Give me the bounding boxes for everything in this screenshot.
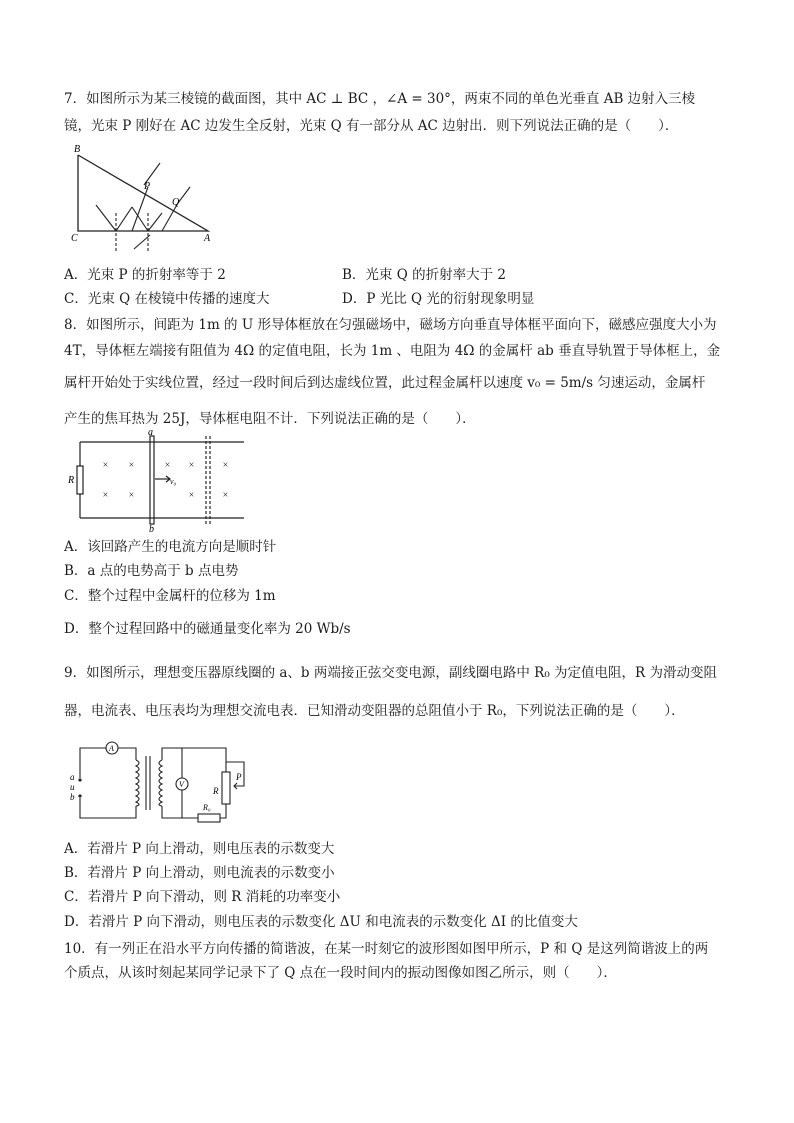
q8-cross: × [222,460,229,471]
q9-label-b: b [70,792,75,802]
q8-cross: × [188,460,195,471]
q8-cross: × [128,460,135,471]
q10-stem-line2: 个质点，从该时刻起某同学记录下了 Q 点在一段时间内的振动图像如图乙所示，则（ ）． [64,965,617,981]
q7-option-d[interactable]: D．P 光比 Q 光的衍射现象明显 [342,291,535,307]
q8-stem-line4: 产生的焦耳热为 25J，导体框电阻不计．下列说法正确的是（ ）． [64,411,476,427]
q8-label-b: b [149,524,154,535]
q9-label-u: u [70,782,75,792]
q8-cross: × [188,490,195,501]
q9-option-c[interactable]: C．若滑片 P 向下滑动，则 R 消耗的功率变小 [64,889,341,905]
q9-label-R: R [213,786,219,796]
q8-option-d[interactable]: D．整个过程回路中的磁通量变化率为 20 Wb/s [64,621,351,637]
q9-stem-line2: 器，电流表、电压表均为理想交流电表．已知滑动变阻器的总阻值小于 R₀，下列说法正确的是（ ）． [64,703,685,719]
q8-option-c[interactable]: C．整个过程中金属杆的位移为 1m [64,588,276,604]
q7-label-P: P [144,181,151,192]
q10-stem-line1: 10．有一列正在沿水平方向传播的简谐波，在某一时刻它的波形图如图甲所示，P 和 Q 是这列简谐波上的两 [64,941,709,957]
q7-label-A: A [204,233,211,244]
q7-prism-figure [66,143,216,248]
q9-label-R0: R₀ [203,803,211,812]
q8-option-b[interactable]: B．a 点的电势高于 b 点电势 [64,563,239,579]
q8-stem-line1: 8．如图所示，间距为 1m 的 U 形导体框放在匀强磁场中，磁场方向垂直导体框平面向下，磁感应强度大小为 [64,317,717,333]
q8-label-a: a [148,427,153,438]
q8-cross: × [222,490,229,501]
q9-label-P: P [236,772,242,782]
q7-option-b[interactable]: B．光束 Q 的折射率大于 2 [342,267,506,283]
q9-ammeter-label: A [109,744,114,753]
q9-voltmeter-label: V [179,780,184,789]
q7-label-C: C [71,233,78,244]
q8-rail-figure [66,427,246,535]
q8-label-v0: v₀ [170,477,177,486]
q7-stem-line2: 镜，光束 P 刚好在 AC 边发生全反射，光束 Q 有一部分从 AC 边射出．则下列说法正确的是（ ）． [64,118,679,134]
q8-option-a[interactable]: A．该回路产生的电流方向是顺时针 [64,539,277,555]
q7-option-c[interactable]: C．光束 Q 在棱镜中传播的速度大 [64,291,270,307]
q9-option-d[interactable]: D．若滑片 P 向下滑动，则电压表的示数变化 ΔU 和电流表的示数变化 ΔI 的比值变大 [64,914,578,930]
q7-stem-line1: 7．如图所示为某三棱镜的截面图，其中 AC ⊥ BC ，∠A = 30°，两束不同的单色光垂直 AB 边射入三棱 [64,91,696,107]
q8-stem-line3: 属杆开始处于实线位置，经过一段时间后到达虚线位置，此过程金属杆以速度 v₀ = 5m/s 匀速运动，金属杆 [64,375,706,391]
q7-option-a[interactable]: A．光束 P 的折射率等于 2 [64,267,226,283]
q9-transformer-figure [66,738,256,830]
q9-option-b[interactable]: B．若滑片 P 向上滑动，则电流表的示数变小 [64,865,335,881]
q7-label-Q: Q [172,197,180,208]
q8-cross: × [128,490,135,501]
q9-stem-line1: 9．如图所示，理想变压器原线圈的 a、b 两端接正弦交变电源，副线圈电路中 R₀ 为定值电阻，R 为滑动变阻 [64,665,717,681]
q8-cross: × [164,460,171,471]
q7-label-B: B [74,144,81,155]
q8-label-R: R [68,475,75,486]
q8-cross: × [102,460,109,471]
q8-cross: × [102,490,109,501]
q8-stem-line2: 4T，导体框左端接有阻值为 4Ω 的定值电阻，长为 1m 、电阻为 4Ω 的金属杆 ab 垂直导轨置于导体框上，金 [64,343,721,359]
q9-option-a[interactable]: A．若滑片 P 向上滑动，则电压表的示数变大 [64,841,335,857]
q9-label-a: a [70,772,75,782]
